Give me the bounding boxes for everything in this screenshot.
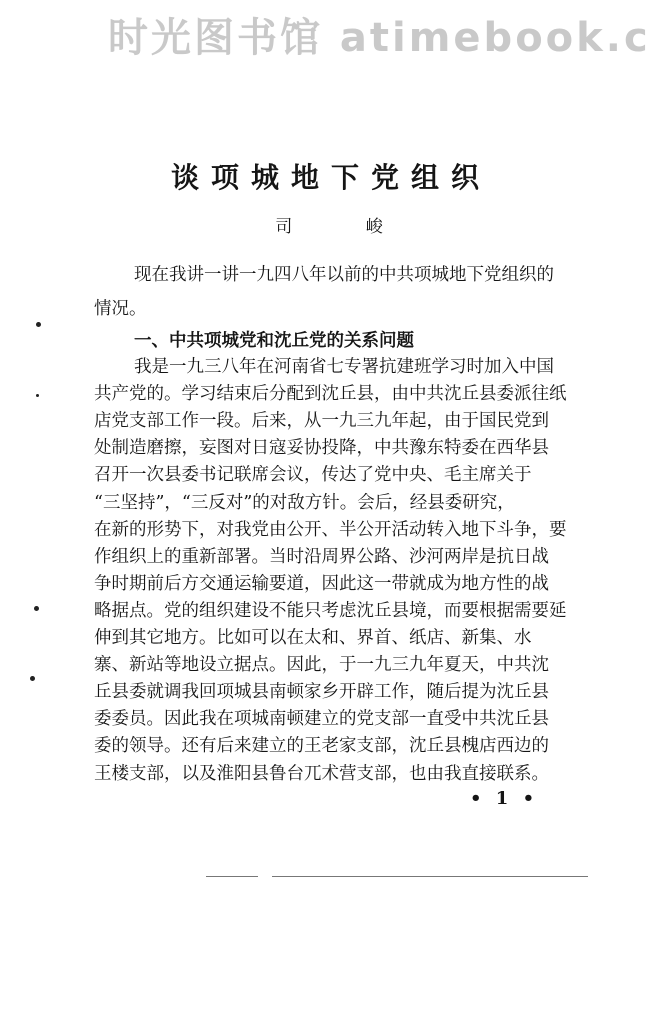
author-name: 司 峻	[275, 217, 417, 237]
body-line: 店党支部工作一段。后来，从一九三九年起，由于国民党到	[94, 411, 549, 432]
body-line: 处制造磨擦，妄图对日寇妥协投降，中共豫东特委在西华县	[94, 438, 549, 459]
margin-dot	[36, 322, 41, 327]
body-line: 在新的形势下，对我党由公开、半公开活动转入地下斗争，要	[94, 519, 567, 540]
intro-line-2: 情况。	[94, 299, 147, 319]
body-line: 作组织上的重新部署。当时沿周界公路、沙河两岸是抗日战	[94, 546, 549, 567]
body-line: 寨、新站等地设立据点。因此，于一九三九年夏天，中共沈	[94, 655, 549, 676]
margin-dot	[36, 394, 39, 397]
intro-line-1: 现在我讲一讲一九四八年以前的中共项城地下党组织的	[134, 265, 554, 285]
body-line: 略据点。党的组织建设不能只考虑沈丘县境，而要根据需要延	[94, 600, 567, 621]
body-line: 伸到其它地方。比如可以在太和、界首、纸店、新集、水	[94, 628, 532, 648]
body-line: “三坚持”，“三反对”的对敌方针。会后，经县委研究，	[94, 492, 515, 513]
body-line: 丘县委就调我回项城县南顿家乡开辟工作，随后提为沈丘县	[94, 682, 549, 703]
body-line: 委的领导。还有后来建立的王老家支部，沈丘县槐店西边的	[94, 736, 549, 757]
article-title: 谈项城地下党组织	[170, 161, 491, 194]
body-line: 王楼支部，以及淮阳县鲁台兀术营支部，也由我直接联系。	[94, 763, 549, 784]
page-number: • 1 •	[470, 788, 539, 809]
body-line: 共产党的。学习结束后分配到沈丘县，由中共沈丘县委派往纸	[94, 384, 567, 405]
margin-dot	[34, 606, 39, 611]
watermark: 时光图书馆 atimebook.c	[108, 15, 651, 61]
body-line: 召开一次县委书记联席会议，传达了党中央、毛主席关于	[94, 465, 532, 486]
body-line: 争时期前后方交通运输要道，因此这一带就成为地方性的战	[94, 573, 549, 594]
scan-rule	[206, 876, 258, 877]
body-line: 我是一九三八年在河南省七专署抗建班学习时加入中国	[134, 357, 554, 377]
section-heading: 一、中共项城党和沈丘党的关系问题	[134, 331, 414, 351]
margin-dot	[30, 676, 35, 681]
scan-rule	[272, 876, 588, 877]
body-line: 委委员。因此我在项城南顿建立的党支部一直受中共沈丘县	[94, 709, 549, 730]
